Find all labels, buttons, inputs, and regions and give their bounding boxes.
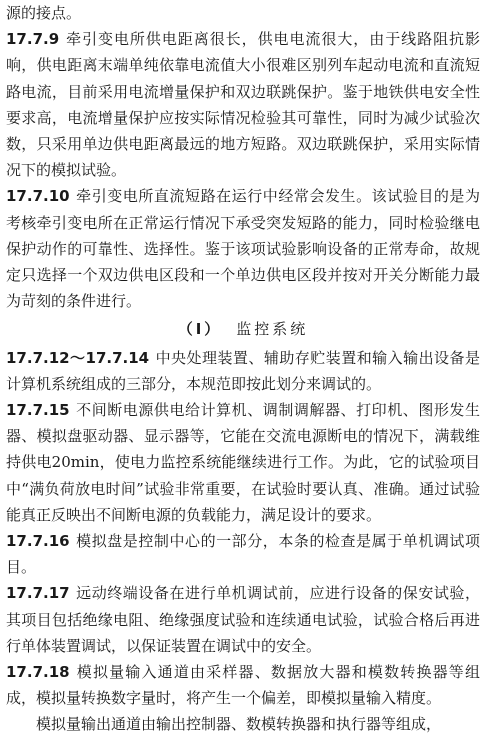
clause-text: 模拟盘是控制中心的一部分，本条的检查是属于单机调试项目。 bbox=[6, 532, 480, 577]
clause-number: 17.7.18 bbox=[6, 663, 70, 682]
clause-text: 牵引变电所供电距离很长，供电电流很大，由于线路阻抗影响，供电距离末端单纯依靠电流值大小很难区别列车起动电流和直流短路电流，目前采用电流增量保护和双边联跳保护。鉴于地铁供电安全性要求高，电流增量保护应按实际情况检验其可靠性，同时为减少试验次数，只采用单边供电距离最远的地方短路。双边联跳保护，采用实际情况下的模拟试验。 bbox=[6, 30, 480, 180]
clause-number: 17.7.12～17.7.14 bbox=[6, 348, 150, 367]
section-heading bbox=[6, 316, 480, 342]
clause-text: 中央处理装置、辅助存贮装置和输入输出设备是计算机系统组成的三部分，本规范即按此划分来调试的。 bbox=[6, 348, 480, 393]
clause-17-7-17 bbox=[6, 580, 480, 659]
section-heading-mark: （Ⅰ） bbox=[177, 320, 223, 339]
clause-17-7-18 bbox=[6, 659, 480, 711]
paragraph-text: 源的接点。 bbox=[6, 4, 82, 22]
clause-text: 远动终端设备在进行单机调试前，应进行设备的保安试验，其项目包括绝缘电阻、绝缘强度试验和连续通电试验，试验合格后再进行单体装置调试，以保证装置在调试中的安全。 bbox=[6, 584, 480, 655]
clause-text: 牵引变电所直流短路在运行中经常会发生。该试验目的是为考核牵引变电所在正常运行情况下承受突发短路的能力，同时检验继电保护动作的可靠性、选择性。鉴于该项试验影响设备的正常寿命，故规定只选择一个双边供电区段和一个单边供电区段并按对开关分断能力最为苛刻的条件进行。 bbox=[6, 187, 480, 311]
clause-17-7-15 bbox=[6, 397, 480, 528]
clause-number: 17.7.15 bbox=[6, 401, 70, 420]
clause-text: 模拟量输入通道由采样器、数据放大器和模数转换器等组成，模拟量转换数字量时，将产生一个偏差，即模拟量输入精度。 bbox=[6, 663, 480, 708]
clause-text: 不间断电源供电给计算机、调制调解器、打印机、图形发生器、模拟盘驱动器、显示器等，它能在交流电源断电的情况下，满载维持供电20min，使电力监控系统能继续进行工作。为此，它的试验项目中“满负荷放电时间”试验非常重要，在试验时要认真、准确。通过试验能真正反映出不间断电源的负载能力，满足设计的要求。 bbox=[6, 401, 480, 524]
paragraph-text: 模拟量输出通道由输出控制器、数模转换器和执行器等组成， bbox=[36, 715, 442, 734]
section-heading-title: 监控系统 bbox=[236, 320, 309, 339]
paragraph-continuation bbox=[6, 0, 480, 26]
clause-number: 17.7.10 bbox=[6, 187, 70, 206]
clause-17-7-16 bbox=[6, 528, 480, 580]
clause-17-7-12-14 bbox=[6, 345, 480, 397]
clause-17-7-10 bbox=[6, 183, 480, 314]
clause-number: 17.7.16 bbox=[6, 532, 70, 551]
clause-number: 17.7.9 bbox=[6, 30, 60, 49]
clause-number: 17.7.17 bbox=[6, 584, 70, 603]
clause-17-7-9 bbox=[6, 26, 480, 183]
paragraph-output-channel bbox=[6, 711, 480, 737]
